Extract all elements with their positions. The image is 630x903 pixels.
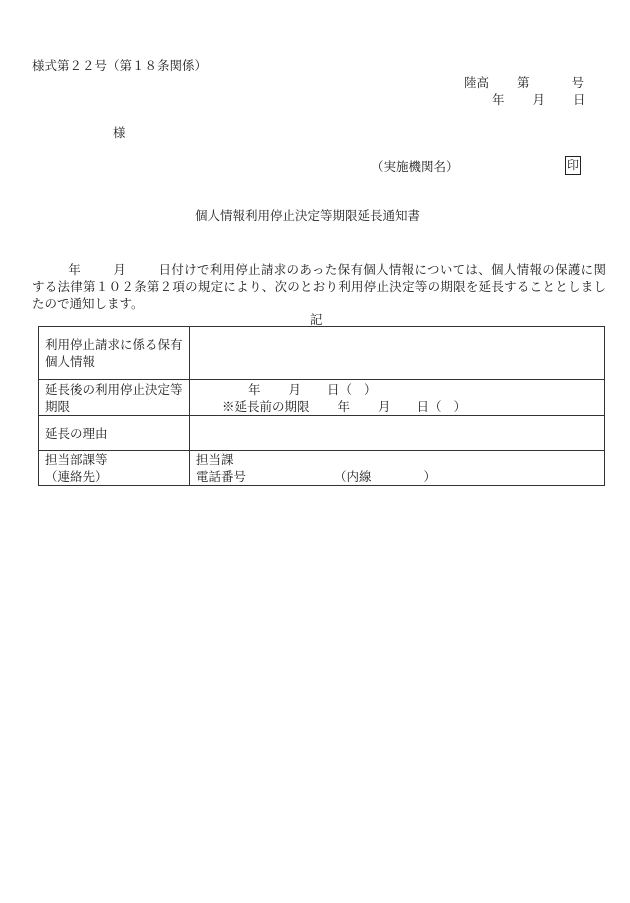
prev-year: 年 — [337, 398, 351, 414]
row-label-reason: 延長の理由 — [39, 416, 190, 451]
form-number: 様式第２２号（第１８条関係） — [32, 58, 208, 73]
contact-label-line1: 担当部課等 — [45, 452, 108, 467]
ext-weekday-close: ） — [364, 381, 377, 397]
doc-number-dai: 第 — [517, 75, 530, 90]
ext-day: 日（ — [327, 381, 353, 397]
table-row — [39, 327, 605, 380]
seal-mark: 印 — [565, 156, 581, 175]
table-row — [39, 380, 605, 416]
prev-month: 月 — [378, 398, 391, 414]
document-number — [464, 77, 584, 90]
ext-year: 年 — [248, 381, 261, 397]
prev-day: 日（ — [416, 398, 442, 414]
doc-number-go: 号 — [571, 75, 585, 90]
details-table — [38, 326, 605, 486]
table-row — [39, 416, 605, 451]
row-label-target-info: 利用停止請求に係る保有個人情報 — [39, 327, 190, 380]
section-label: 担当課 — [196, 452, 234, 467]
addressee-sama: 様 — [113, 125, 126, 140]
issuer-label: （実施機関名） — [371, 159, 459, 174]
body-text: 日付けで利用停止請求のあった保有個人情報については、個人情報の保護に関する法律第１０２条第２項の規定により、次のとおり利用停止決定等の期限を延長することとしましたので通知します。 — [32, 262, 606, 311]
target-info-value — [190, 327, 605, 380]
date-year: 年 — [492, 92, 505, 107]
row-label-contact — [39, 451, 190, 486]
phone-label: 電話番号 — [196, 469, 247, 484]
notice-body — [32, 261, 606, 312]
date-month: 月 — [532, 92, 546, 107]
reason-value — [190, 416, 605, 451]
doc-number-prefix: 陸高 — [464, 75, 490, 90]
extended-deadline-value — [190, 380, 605, 416]
extension-close: ） — [423, 469, 437, 484]
ki-heading: 記 — [310, 312, 323, 327]
prev-deadline-label: ※延長前の期限 — [222, 398, 310, 414]
contact-value — [190, 451, 605, 486]
body-year: 年 — [68, 262, 82, 277]
table-row — [39, 451, 605, 486]
row-label-extended-deadline: 延長後の利用停止決定等期限 — [39, 380, 190, 416]
prev-weekday-close: ） — [453, 398, 467, 414]
document-date — [492, 94, 586, 107]
document-title: 個人情報利用停止決定等期限延長通知書 — [195, 208, 421, 223]
extension-open: （内線 — [334, 469, 372, 484]
date-day: 日 — [573, 92, 586, 107]
body-month: 月 — [113, 262, 127, 277]
issuer-line — [371, 161, 459, 174]
contact-label-line2: （連絡先） — [45, 469, 108, 484]
ext-month: 月 — [288, 381, 302, 397]
